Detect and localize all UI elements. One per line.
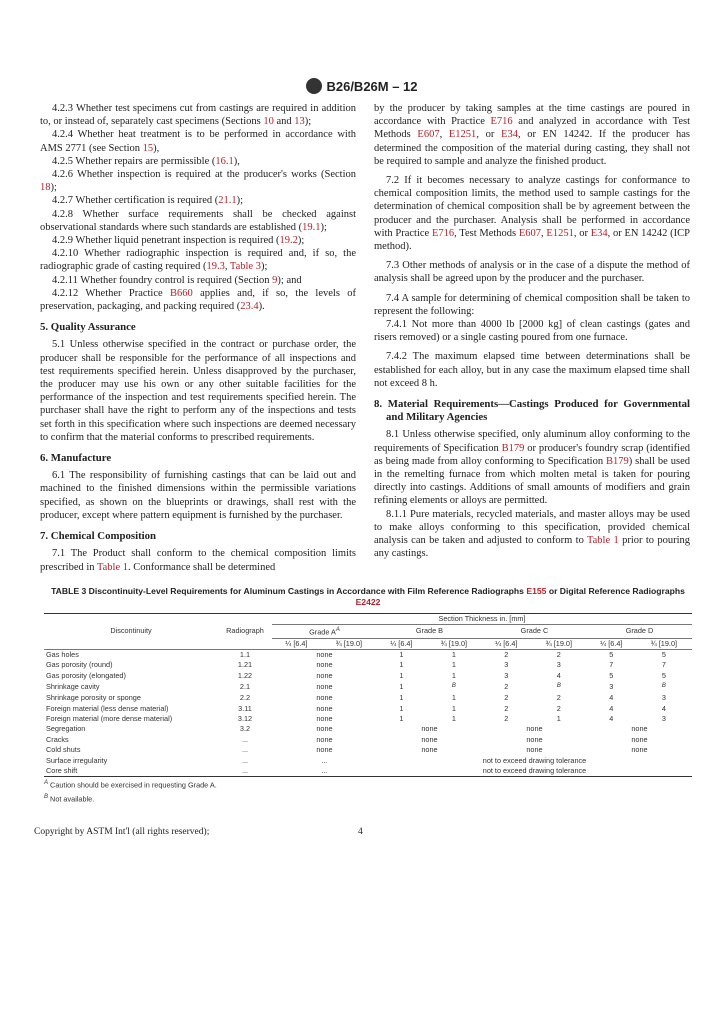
- left-column: [40, 102, 356, 574]
- text-run: 4.2.10 Whether radiographic inspection is required and, if so, the radiographic grade of casting required (: [40, 248, 356, 273]
- text-run: ),: [233, 155, 240, 167]
- footnote-text: Not available.: [50, 794, 95, 804]
- text-run: 4.2.11 Whether foundry control is required (Section: [52, 274, 273, 286]
- table-cell: Cold shuts: [46, 745, 81, 755]
- table-cell: B: [556, 683, 561, 690]
- text-run: , or: [476, 129, 502, 141]
- table-cell: Grade B: [377, 625, 482, 638]
- table-cell: ¾ [19.0]: [636, 638, 692, 649]
- table-cell: Gas porosity (round): [46, 660, 113, 670]
- cross-reference-link[interactable]: 19.2: [279, 235, 298, 247]
- copyright: Copyright by ASTM Int'l (all rights reserved);: [34, 827, 210, 838]
- table-cell: ¾ [19.0]: [531, 638, 587, 649]
- astm-logo-icon: [306, 78, 322, 94]
- table-cell: 1: [451, 650, 456, 660]
- paragraph: [40, 274, 356, 287]
- table-cell: 4: [556, 670, 561, 680]
- table-cell: 2: [504, 693, 509, 703]
- text-run: 7.4.2 The maximum elapsed time between determinations shall be established for each alloy, but in any case the maximum elapsed time shall not exceed 8 h.: [374, 351, 690, 389]
- table-cell: ¾ [19.0]: [321, 638, 377, 649]
- cross-reference-link[interactable]: Table 1: [96, 561, 129, 573]
- cross-reference-link[interactable]: E2422: [355, 596, 381, 607]
- text-run: ),: [153, 142, 160, 154]
- table-cell: Grade $A^A$: [272, 625, 377, 638]
- table-cell: 5: [609, 650, 614, 660]
- text-run: 5.1 Unless otherwise specified in the contract or purchase order, the producer shall be responsible for the performance of all inspections and test requirements specified herein. Unless disapproved by the purchaser, the producer may use his own or any other suitable facilities for the performance of the inspection and test requirements specified herein. The purchaser shall have the right to perform any of the inspections and tests set forth in this specification where such inspections are deemed necessary to confirm that the material conforms to prescribed requirements.: [40, 339, 356, 443]
- table-cell: 1: [399, 693, 404, 703]
- table-cell: 4: [609, 693, 614, 703]
- cross-reference-link[interactable]: 21.1: [218, 195, 237, 207]
- text-run: ,: [224, 261, 230, 273]
- cross-reference-link[interactable]: Table 1: [586, 535, 619, 547]
- table-row: [44, 714, 692, 724]
- text-run: and analyzed in accordance with Test Methods: [374, 116, 690, 141]
- table-cell: 1: [451, 670, 456, 680]
- text-run: and: [273, 116, 295, 128]
- table-cell: 1: [399, 670, 404, 680]
- table-cell: none: [421, 745, 438, 755]
- table-cell: 1: [399, 714, 404, 724]
- table-cell: 1: [451, 660, 456, 670]
- footnote-text: Caution should be exercised in requesting Grade A.: [50, 780, 217, 790]
- designation: B26/B26M – 12: [326, 79, 418, 94]
- text-run: or producer's foundry scrap (identified as being made from alloy conforming to Specification: [374, 442, 690, 467]
- section-heading: [40, 452, 356, 465]
- text-run: 8.1.1 Pure materials, recycled materials, and master alloys may be used to make alloys conforming to this specification, provided chemical analysis can be taken and adjusted to conform to: [374, 508, 690, 547]
- paragraph: [40, 287, 356, 313]
- table-cell: none: [316, 670, 333, 680]
- page-header: [0, 78, 724, 96]
- table-cell: ¼ [6.4]: [482, 638, 531, 649]
- table-cell: none: [421, 724, 438, 734]
- table-cell: none: [526, 734, 543, 744]
- text-run: 8.1 Unless otherwise specified, only aluminum alloy conforming to the requirements of Specification: [374, 429, 690, 454]
- table-cell: Grade C: [482, 625, 587, 638]
- table-cell: ...: [241, 745, 249, 755]
- table-cell: Core shift: [44, 766, 218, 777]
- table-cell: none: [316, 724, 333, 734]
- text-run: 4.2.3 Whether test specimens cut from castings are required in addition to, or instead of, separately cast specimens (Sections: [40, 103, 356, 128]
- cross-reference-link[interactable]: E34: [590, 227, 608, 239]
- table-cell: ¼ [6.4]: [272, 638, 321, 649]
- paragraph: [374, 318, 690, 344]
- table-cell: none: [316, 693, 333, 703]
- table-cell: none: [631, 745, 648, 755]
- cross-reference-link[interactable]: E34: [501, 129, 518, 141]
- page-footer: [34, 826, 724, 858]
- text-run: );: [304, 116, 312, 128]
- table-cell: B: [451, 683, 456, 690]
- table-cell: 2: [556, 703, 561, 713]
- paragraph: [374, 259, 690, 285]
- table-row: [44, 671, 692, 681]
- paragraph: [40, 247, 356, 273]
- paragraph: [40, 234, 356, 247]
- table-cell: 2: [504, 650, 509, 660]
- text-run: 7. Chemical Composition: [40, 530, 157, 543]
- cross-reference-link[interactable]: 16.1: [215, 155, 234, 167]
- table-cell: 2: [556, 650, 561, 660]
- cross-reference-link[interactable]: B660: [170, 287, 193, 299]
- paragraph: [40, 155, 356, 168]
- body-columns: [0, 96, 724, 574]
- paragraph: [40, 168, 356, 194]
- text-run: 4.2.7 Whether certification is required (: [52, 195, 219, 207]
- table-cell: Shrinkage cavity: [46, 682, 100, 692]
- cross-reference-link[interactable]: E716: [490, 116, 513, 128]
- paragraph: [40, 194, 356, 207]
- text-run: ); and: [277, 274, 302, 286]
- table-cell: 1: [399, 660, 404, 670]
- cross-reference-link[interactable]: E155: [526, 585, 547, 596]
- text-run: by the producer by taking samples at the time castings are poured in accordance with Practice: [374, 103, 690, 128]
- table-section: [44, 586, 692, 804]
- table-cell: 2.2: [239, 693, 251, 703]
- paragraph: [374, 508, 690, 561]
- cross-reference-link[interactable]: B179: [606, 455, 629, 467]
- section-heading: [374, 398, 690, 424]
- table-cell: 4: [609, 714, 614, 724]
- table-cell: Foreign material (more dense material): [46, 714, 173, 724]
- table-cell: 1.1: [239, 650, 251, 660]
- table-cell: 7: [609, 660, 614, 670]
- table-cell: none: [316, 650, 333, 660]
- table-cell: Grade D: [587, 625, 692, 638]
- table-cell: 3.12: [237, 714, 253, 724]
- text-run: , or EN 14242 (ICP method).: [374, 227, 691, 253]
- table-cell: Cracks: [46, 734, 69, 744]
- table-cell: 2: [504, 703, 509, 713]
- page-number: 4: [358, 827, 363, 838]
- table-cell: 5: [661, 670, 666, 680]
- table-cell: 2: [556, 693, 561, 703]
- table-cell: none: [316, 745, 333, 755]
- paragraph: [40, 102, 356, 128]
- text-run: 7.3 Other methods of analysis or in the case of a dispute the method of analysis shall be agreed upon by the producer and the purchaser.: [374, 260, 690, 285]
- text-run: 4.2.4 Whether heat treatment is to be performed in accordance with AMS 2771 (see Section: [40, 129, 356, 154]
- text-run: 8. Material Requirements—Castings Produced for Governmental and Military Agencies: [374, 398, 690, 424]
- table-row: [44, 724, 692, 734]
- table-cell: ...: [241, 755, 249, 765]
- table-row: [44, 703, 692, 713]
- text-run: , or: [573, 227, 591, 239]
- text-run: 4.2.5 Whether repairs are permissible (: [52, 155, 216, 167]
- paragraph: [40, 208, 356, 234]
- table-cell: none: [631, 734, 648, 744]
- table-cell: none: [316, 682, 333, 692]
- table-cell: ¾ [19.0]: [426, 638, 482, 649]
- table-cell: 3: [504, 660, 509, 670]
- table-cell: Shrinkage porosity or sponge: [46, 693, 141, 703]
- table-cell: 3: [609, 682, 614, 692]
- table-cell: 1: [451, 703, 456, 713]
- table-cell: Gas porosity (elongated): [46, 670, 126, 680]
- table-cell: 2: [504, 682, 509, 692]
- paragraph: [40, 469, 356, 522]
- paragraph: [374, 428, 690, 507]
- text-run: 5. Quality Assurance: [40, 321, 136, 334]
- text-run: 6.1 The responsibility of furnishing castings that can be laid out and machined to the finished dimensions within the permissible variations specified, as shown on the blueprints or drawings, shall rest with the producer, except where pattern equipment is furnished by the purchaser.: [40, 470, 356, 521]
- table-cell: none: [526, 745, 543, 755]
- text-run: ,: [439, 129, 449, 141]
- paragraph: [40, 128, 356, 154]
- cross-reference-link[interactable]: Table 3: [229, 261, 261, 273]
- table-cell: ...: [272, 766, 377, 777]
- text-run: 4.2.12 Whether Practice: [52, 287, 170, 299]
- table-cell: not to exceed drawing tolerance: [482, 755, 587, 765]
- text-run: prior to pouring any castings.: [374, 535, 690, 560]
- table-cell: none: [316, 714, 333, 724]
- discontinuity-table: [44, 613, 692, 778]
- table-row: [44, 649, 692, 660]
- cross-reference-link[interactable]: E1251: [546, 227, 574, 239]
- text-run: 6. Manufacture: [40, 452, 112, 465]
- paragraph: [374, 174, 690, 253]
- table-cell: B: [661, 683, 666, 690]
- table-cell: Foreign material (less dense material): [46, 703, 169, 713]
- table-title: [44, 586, 692, 608]
- table-cell: [44, 638, 218, 649]
- cross-reference-link[interactable]: E607: [518, 227, 542, 239]
- cross-reference-link[interactable]: 19.1: [302, 221, 321, 233]
- table-cell: Radiograph: [226, 626, 264, 636]
- table-cell: 1: [451, 693, 456, 703]
- table-header-row: [44, 638, 692, 649]
- cross-reference-link[interactable]: 10: [263, 116, 274, 128]
- footnote-b: [44, 792, 692, 804]
- table-cell: 7: [661, 660, 666, 670]
- table-cell: 5: [609, 670, 614, 680]
- text-run: );: [297, 235, 305, 247]
- table-cell: 3: [556, 660, 561, 670]
- table-cell: 4: [661, 703, 666, 713]
- table-cell: 3: [661, 693, 666, 703]
- cross-reference-link[interactable]: B179: [501, 442, 525, 454]
- text-run: ).: [258, 301, 265, 313]
- paragraph: [374, 350, 690, 390]
- table-cell: not to exceed drawing tolerance: [377, 766, 692, 777]
- right-column: [374, 102, 690, 574]
- table-cell: none: [421, 734, 438, 744]
- text-run: 7.1 The Product shall conform to the chemical composition limits prescribed in: [40, 548, 356, 573]
- table-cell: none: [316, 703, 333, 713]
- text-run: 7.4 A sample for determining of chemical composition shall be taken to represent the following:: [374, 292, 690, 317]
- text-run: ,: [541, 227, 547, 239]
- table-cell: 1: [399, 682, 404, 692]
- table-cell: ¼ [6.4]: [377, 638, 426, 649]
- footnote-a: [44, 778, 692, 790]
- section-heading: [40, 321, 356, 334]
- text-run: , or EN 14242. If the producer has determined the composition of the material during casting, they shall not be required to sample and analyze the finished product.: [374, 129, 691, 167]
- table-row: [44, 660, 692, 670]
- table-cell: 1: [399, 650, 404, 660]
- table-cell: [218, 638, 272, 649]
- table-cell: 3: [504, 670, 509, 680]
- table-cell: ...: [321, 755, 328, 765]
- table-cell: [218, 613, 272, 624]
- table-cell: 1: [556, 714, 561, 724]
- table-cell: none: [526, 724, 543, 734]
- text-run: );: [320, 221, 327, 233]
- table-cell: none: [316, 734, 333, 744]
- cross-reference-link[interactable]: 23.4: [240, 301, 259, 313]
- table-cell: Section Thickness in. [mm]: [272, 613, 692, 624]
- table-cell: 1.22: [237, 670, 253, 680]
- cross-reference-link[interactable]: E607: [417, 129, 440, 141]
- table-cell: none: [316, 660, 333, 670]
- cross-reference-link[interactable]: 18: [40, 182, 51, 194]
- cross-reference-link[interactable]: 15: [142, 142, 154, 154]
- section-heading: [40, 530, 356, 543]
- table-cell: ¼ [6.4]: [587, 638, 636, 649]
- table-cell: 3.2: [239, 724, 251, 734]
- paragraph: [374, 292, 690, 318]
- table-cell: 2.1: [239, 682, 251, 692]
- table-cell: ...: [241, 734, 249, 744]
- text-run: or Digital Reference Radiographs: [546, 585, 685, 596]
- table-header-row: [44, 625, 692, 638]
- table-cell: 1: [399, 703, 404, 713]
- cross-reference-link[interactable]: 9: [272, 274, 278, 286]
- table-cell: ...: [218, 766, 272, 777]
- text-run: applies and, if so, the levels of preservation, packaging, and packing required (: [40, 287, 356, 313]
- table-cell: 3: [661, 714, 666, 724]
- text-run: 4.2.9 Whether liquid penetrant inspection is required (: [52, 235, 280, 247]
- footnote-mark: B: [44, 793, 49, 800]
- table-row: [44, 735, 692, 745]
- table-cell: 1: [451, 714, 456, 724]
- table-cell: 3.11: [238, 703, 252, 713]
- text-run: 7.2 If it becomes necessary to analyze castings for conformance to chemical composition limits, the method used to sample castings for the determination of chemical composition shall be by agreement between the producer and the purchaser. Analysis shall be performed in accordance with Practice: [374, 175, 690, 239]
- paragraph: [40, 338, 356, 444]
- cross-reference-link[interactable]: E1251: [448, 129, 477, 141]
- text-run: );: [50, 182, 57, 194]
- table-row: [44, 693, 692, 703]
- table-cell: 1.21: [237, 660, 253, 670]
- text-run: . Conformance shall be determined: [128, 561, 276, 573]
- table-cell: Discontinuity: [110, 626, 152, 636]
- cross-reference-link[interactable]: 13: [294, 116, 305, 128]
- text-run: , Test Methods: [454, 227, 519, 239]
- table-row: [44, 755, 692, 765]
- table-cell: 4: [609, 703, 614, 713]
- table-row: [44, 745, 692, 755]
- text-run: 4.2.6 Whether inspection is required at the producer's works (Section: [52, 169, 356, 181]
- cross-reference-link[interactable]: E716: [431, 227, 455, 239]
- table-row: [44, 766, 692, 777]
- text-run: TABLE 3 Discontinuity-Level Requirements for Aluminum Castings in Accordance with Film Reference Radiographs: [51, 585, 527, 596]
- table-cell: [44, 613, 218, 624]
- text-run: ) shall be used in the remelting furnace from which molten metal is taken for pouring directly into castings. Additions of small amounts of modifiers and grain refining elements or alloys are permitted.: [374, 455, 690, 507]
- table-cell: 2: [504, 714, 509, 724]
- table-header-row: [44, 613, 692, 624]
- text-run: );: [236, 195, 244, 207]
- table-cell: Segregation: [46, 724, 86, 734]
- table-cell: none: [631, 724, 648, 734]
- paragraph: [40, 547, 356, 573]
- table-cell: Surface irregularity: [46, 755, 108, 765]
- paragraph: [374, 102, 690, 168]
- footnote-mark: A: [44, 780, 49, 787]
- text-run: );: [260, 261, 268, 273]
- table-row: [44, 681, 692, 693]
- text-run: 7.4.1 Not more than 4000 lb [2000 kg] of clean castings (gates and risers removed) or a single casting poured from one furnace.: [374, 319, 690, 344]
- table-cell: Gas holes: [46, 650, 79, 660]
- text-run: 4.2.8 Whether surface requirements shall be checked against observational standards where such standards are established (: [40, 208, 356, 233]
- cross-reference-link[interactable]: 19.3: [206, 261, 225, 273]
- table-cell: 5: [661, 650, 666, 660]
